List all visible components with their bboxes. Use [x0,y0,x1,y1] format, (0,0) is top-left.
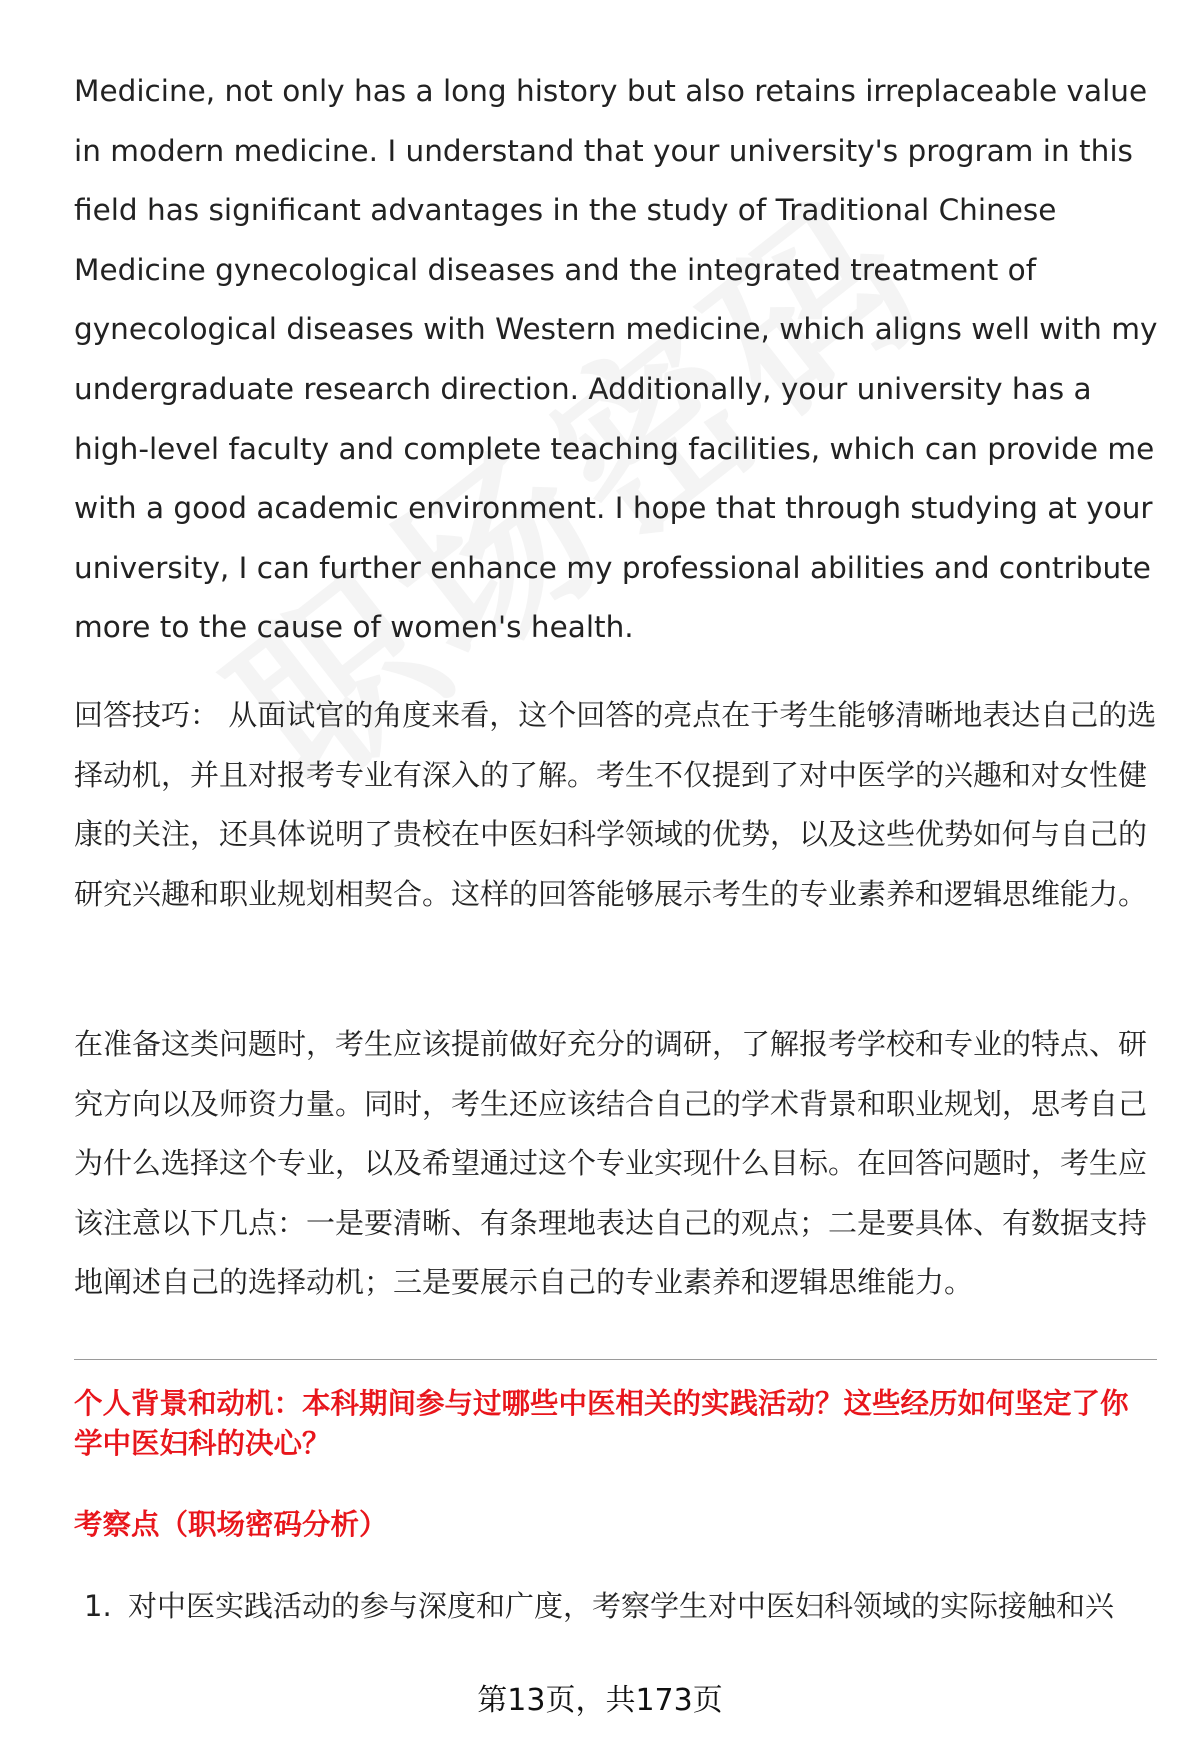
answer-tips-paragraph: 回答技巧： 从面试官的角度来看，这个回答的亮点在于考生能够清晰地表达自己的选择动机，并且对报考专业有深入的了解。考生不仅提到了对中医学的兴趣和对女性健康的关注，还具体说明了贵校在中医妇科学领域的优势，以及这些优势如何与自己的研究兴趣和职业规划相契合。这样的回答能够展示考生的专业素养和逻辑思维能力。 [74,698,1157,911]
page-number-footer: 第13页，共173页 [477,1683,723,1718]
preparation-advice-paragraph: 在准备这类问题时，考生应该提前做好充分的调研，了解报考学校和专业的特点、研究方向以及师资力量。同时，考生还应该结合自己的学术背景和职业规划，思考自己为什么选择这个专业，以及希望通过这个专业实现什么目标。在回答问题时，考生应该注意以下几点：一是要清晰、有条理地表达自己的观点；二是要具体、有数据支持地阐述自己的选择动机；三是要展示自己的专业素养和逻辑思维能力。 [74,1027,1148,1299]
question-heading: 个人背景和动机：本科期间参与过哪些中医相关的实践活动？这些经历如何坚定了你学中医妇科的决心？ [74,1387,1129,1460]
english-answer-paragraph: Medicine, not only has a long history but also retains irreplaceable value in modern medicine. I understand that your university's program in this field has significant advantages in the study of Traditional Chinese Medicine gynecological diseases and the integrated treatment of gynecological diseases with Western medicine, which aligns well with my undergraduate research direction. Additionally, your university has a high-level faculty and complete teaching facilities, which can provide me with a good academic environment. I hope that through studying at your university, I can further enhance my professional abilities and contribute more to the cause of women's health. [74,74,1158,645]
list-item-text: 对中医实践活动的参与深度和广度，考察学生对中医妇科领域的实际接触和兴 [128,1589,1115,1623]
assessment-points-heading: 考察点（职场密码分析） [74,1508,388,1541]
section-divider [74,1359,1157,1360]
list-item [84,1581,1164,1631]
list-item-number: 1. [84,1589,112,1623]
